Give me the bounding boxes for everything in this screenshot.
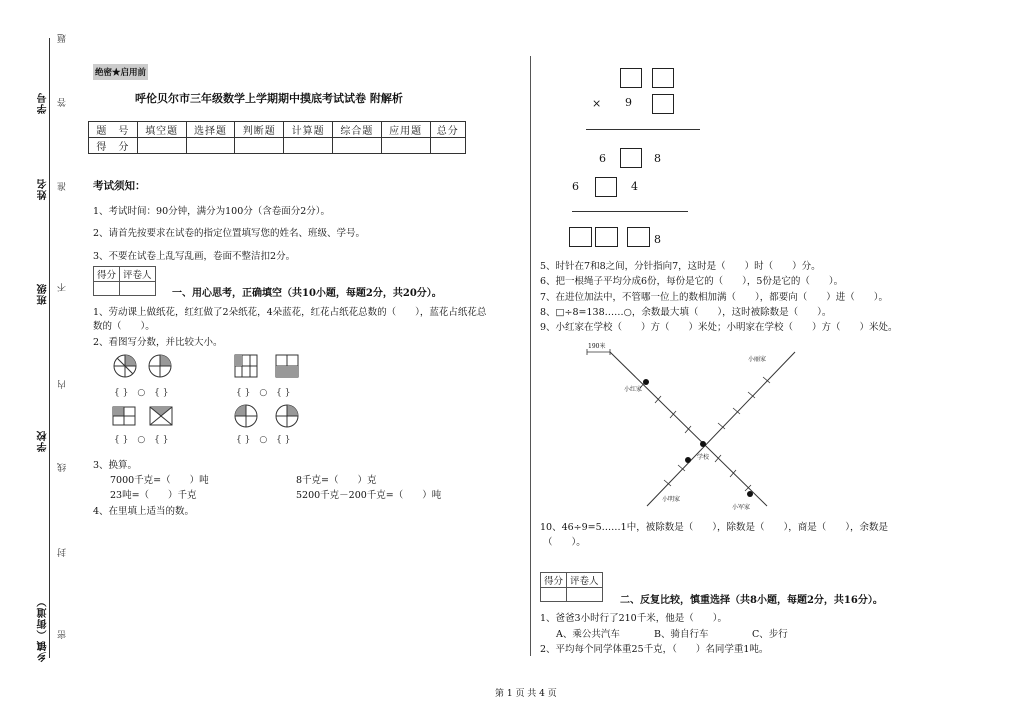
score-table — [88, 121, 466, 154]
label-student-id: 学号 — [38, 92, 49, 114]
score-table-score-row — [89, 138, 466, 154]
scorer-label: 得分 — [94, 267, 120, 282]
grid-figure — [276, 355, 298, 377]
section1-heading: 一、用心思考，正确填空（共10小题，每题2分，共20分）。 — [172, 288, 442, 299]
calc-rule — [586, 129, 700, 130]
choice-question-1: 1、爸爸3小时行了210千米，他是（ ）。 — [540, 613, 727, 624]
question-9: 9、小红家在学校（ ）方（ ）米处；小明家在学校（ ）方（ ）米处。 — [540, 322, 898, 333]
choice-option-b[interactable]: B、骑自行车 — [654, 629, 709, 640]
score-input-cell[interactable] — [235, 138, 284, 154]
question-10-cont: （ ）。 — [543, 537, 586, 548]
score-input-cell[interactable] — [430, 138, 465, 154]
digit-box[interactable] — [652, 94, 674, 114]
score-input-cell[interactable] — [284, 138, 333, 154]
scorer-box — [540, 572, 603, 602]
scorer-input[interactable] — [94, 282, 120, 296]
digit: 6 — [599, 152, 606, 165]
svg-text:{ } ○ { }: { } ○ { } — [236, 388, 291, 398]
scorer-label: 得分 — [541, 573, 567, 588]
table-cell: 应用题 — [381, 122, 430, 138]
seal-char: 准 — [58, 182, 68, 191]
question-4: 4、在里填上适当的数。 — [93, 506, 195, 517]
seal-char: 内 — [58, 380, 68, 389]
circle-figure — [149, 355, 171, 377]
choice-question-2: 2、平均每个同学体重25千克，（ ）名同学重1吨。 — [540, 644, 769, 655]
scorer-label: 评卷人 — [120, 267, 156, 282]
svg-text:{ } ○ { }: { } ○ { } — [114, 388, 169, 398]
column-divider — [530, 56, 531, 656]
digit: 8 — [654, 233, 661, 246]
map-label-xiaoming: 小明家 — [662, 496, 681, 503]
table-cell: 题 号 — [89, 122, 138, 138]
question-3: 3、换算。 — [93, 460, 138, 471]
table-cell: 填空题 — [137, 122, 186, 138]
square-figure — [150, 407, 172, 425]
question-6: 6、把一根绳子平均分成6份，每份是它的（ ），5份是它的（ ）。 — [540, 276, 844, 287]
fraction-figures-right — [232, 350, 332, 450]
table-cell: 总分 — [430, 122, 465, 138]
seal-char: 密 — [58, 630, 68, 639]
score-input-cell[interactable] — [186, 138, 235, 154]
scorer-input[interactable] — [541, 588, 567, 602]
seal-char: 答 — [58, 98, 68, 107]
question-1: 1、劳动课上做纸花，红红做了2朵纸花，4朵蓝花，红花占纸花总数的（ ），蓝花占纸花总 — [93, 307, 487, 318]
map-scale-label: 190米 — [588, 343, 606, 350]
grid-figure — [235, 355, 257, 377]
square-figure — [113, 407, 135, 425]
conversion-item: 5200千克－200千克=（ ）吨 — [296, 490, 442, 501]
seal-char: 不 — [58, 283, 68, 292]
label-school: 学校 — [38, 430, 49, 452]
seal-char: 线 — [58, 463, 68, 472]
digit: 9 — [625, 96, 632, 109]
digit: 8 — [654, 152, 661, 165]
conversion-item: 8千克=（ ）克 — [296, 475, 377, 486]
binding-line — [49, 38, 50, 658]
instruction-item: 1、考试时间：90分钟，满分为100分（含卷面分2分）。 — [93, 206, 331, 217]
instructions-heading: 考试须知： — [93, 180, 146, 192]
label-class: 班级 — [38, 283, 49, 305]
digit-box[interactable] — [627, 227, 650, 247]
digit-box[interactable] — [652, 68, 674, 88]
question-8: 8、□÷8=138……○，余数最大填（ ），这时被除数是（ ）。 — [540, 307, 832, 318]
choice-option-a[interactable]: A、乘公共汽车 — [556, 629, 620, 640]
confidential-stamp: 绝密★启用前 — [93, 64, 148, 80]
question-2: 2、看图写分数，并比较大小。 — [93, 337, 223, 348]
scorer-label: 评卷人 — [567, 573, 603, 588]
circle-figure — [114, 355, 136, 377]
table-cell: 选择题 — [186, 122, 235, 138]
digit-box[interactable] — [620, 68, 642, 88]
digit-box[interactable] — [569, 227, 592, 247]
page-number: 第 1 页 共 4 页 — [495, 689, 557, 699]
table-cell: 综合题 — [332, 122, 381, 138]
circle-figure — [276, 405, 298, 427]
digit-box[interactable] — [620, 148, 642, 168]
score-input-cell[interactable] — [332, 138, 381, 154]
map-label-xiaohong: 小红家 — [624, 386, 643, 393]
svg-text:{ } ○ { }: { } ○ { } — [114, 435, 169, 445]
scorer-input[interactable] — [120, 282, 156, 296]
calc-rule — [572, 211, 688, 212]
question-1-cont: 数的（ ）。 — [93, 321, 155, 332]
svg-text:{ } ○ { }: { } ○ { } — [236, 435, 291, 445]
instruction-item: 2、请首先按要求在试卷的指定位置填写您的姓名、班级、学号。 — [93, 228, 366, 239]
score-input-cell[interactable] — [137, 138, 186, 154]
section2-heading: 二、反复比较，慎重选择（共8小题，每题2分，共16分）。 — [620, 595, 883, 606]
instruction-item: 3、不要在试卷上乱写乱画，卷面不整洁扣2分。 — [93, 251, 296, 262]
choice-option-c[interactable]: C、步行 — [752, 629, 788, 640]
digit: 4 — [631, 180, 638, 193]
label-town: 乡镇（街道） — [38, 596, 49, 662]
conversion-item: 7000千克=（ ）吨 — [110, 475, 209, 486]
scorer-input[interactable] — [567, 588, 603, 602]
label-name: 姓名 — [38, 178, 49, 200]
digit-box[interactable] — [595, 177, 617, 197]
map-label-xiaojun: 小军家 — [732, 504, 751, 511]
score-table-header-row — [89, 122, 466, 138]
question-5: 5、时针在7和8之间，分针指向7，这时是（ ）时（ ）分。 — [540, 261, 821, 272]
map-label-school: 学校 — [697, 454, 710, 461]
score-input-cell[interactable] — [381, 138, 430, 154]
question-7: 7、在进位加法中，不管哪一位上的数相加满（ ），都要向（ ）进（ ）。 — [540, 292, 889, 303]
circle-figure — [235, 405, 257, 427]
page-title: 呼伦贝尔市三年级数学上学期期中摸底考试试卷 附解析 — [135, 92, 403, 105]
table-cell: 得 分 — [89, 138, 138, 154]
question-10: 10、46÷9=5……1中，被除数是（ ），除数是（ ），商是（ ），余数是 — [540, 522, 888, 533]
seal-char: 题 — [58, 34, 68, 43]
table-cell: 判断题 — [235, 122, 284, 138]
digit-box[interactable] — [595, 227, 618, 247]
direction-map — [580, 340, 810, 520]
table-cell: 计算题 — [284, 122, 333, 138]
digit: 6 — [572, 180, 579, 193]
times-sign: × — [592, 97, 602, 110]
scorer-box — [93, 266, 156, 296]
seal-char: 封 — [58, 548, 68, 557]
map-label-xiaoli: 小丽家 — [748, 356, 767, 363]
conversion-item: 23吨=（ ）千克 — [110, 490, 197, 501]
